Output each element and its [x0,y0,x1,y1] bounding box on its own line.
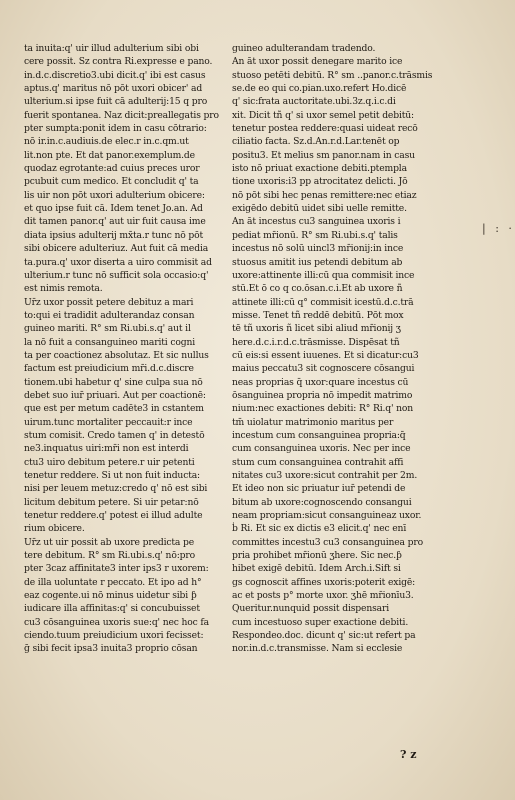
text-line: aptus.q' maritus nō pōt uxori obicer' ad [24,83,203,95]
text-line: tm̄ uiolatur matrimonio maritus per [232,416,394,428]
text-line: stuoso petēti debitū. R° sm ..panor.c.trāsmis [232,69,433,81]
text-line: ac et posts p° morte uxor. ʒhē mr̄ionīu3. [232,590,414,602]
text-line: cū eis:si essent iuuenes. Et si dicatur:cu3 [232,349,419,361]
text-line: ciendo.tuum preiudicium uxori fecisset: [24,630,204,642]
text-line: exigēdo debitū uidet sibi uelle remitte. [232,203,407,215]
text-line: diata ipsius adulterij mx̄ta.r tunc nō pōt [24,229,204,241]
text-line: attinete illi:cū q° commisit icestū.d.c.trā [232,296,414,308]
text-line: ciliatio facta. Sz.d.An.r.d.Lar.tenēt op [232,136,400,148]
signature-mark: ? z [400,748,417,761]
text-line: uxore:attinente illi:cū qua commisit ince [232,269,415,281]
text-line: gs cognoscit affines uxoris:poterit exigē: [232,576,416,588]
text-line: positu3. Et melius sm panor.nam in casu [232,149,415,161]
text-line: isto nō priuat exactione debiti.ptempla [232,163,407,175]
text-line: fuerit spontanea. Naz dicit:preallegatis pro [24,109,219,121]
text-line: pter 3caz affinitate3 inter ips3 r uxorem: [24,563,209,575]
text-line: q' sic:frata auctoritate.ubi.3z.q.i.c.di [232,96,396,108]
text-line: ōsanguinea propria nō impedit matrimo [232,389,413,401]
text-line: que est per metum cadēte3 in cstantem [24,403,204,415]
text-line: tenetur reddere.q' potest ei illud adulte [24,510,203,522]
text-line: ne3.inquatus uiri:mr̄i non est interdi [24,443,189,455]
text-line: licitum debitum petere. Si uir petar:nō [24,496,199,508]
text-line: in.d.c.discretio3.ubi dicit.q' ibi est casus [24,69,206,81]
text-line: ḃ Ri. Et sic ex dictis e3 elicit.q' nec enī [232,523,407,535]
left-text-column [24,42,229,656]
text-line: nor.in.d.c.transmisse. Nam si ecclesie [232,643,403,655]
text-line: to:qui ei tradidit adulterandaz consan [24,309,195,321]
text-line: committes incestu3 cu3 consanguinea pro [232,536,423,548]
text-line: An āt uxor possit denegare marito ice [232,56,403,68]
text-line: ḡ sibi fecit ipsa3 inuita3 proprio cōsan [24,643,198,655]
text-line: Queritur.nunquid possit dispensari [232,603,390,615]
text-line: factum est preiudicium mr̄i.d.c.discre [24,363,194,375]
text-line: pter sumpta:ponit idem in casu cōtrario: [24,123,207,135]
text-line: nitates cu3 uxore:sicut contrahit per 2m. [232,470,418,481]
text-line: pcubuit cum medico. Et concludit q' ta [24,176,199,188]
text-line: cum incestuoso super exactione debiti. [232,616,409,628]
text-line: lis uir non pōt uxori adulterium obicere: [24,189,205,201]
text-line: misse. Tenet tñ reddē debitū. Pōt mox [232,309,404,321]
right-text-column [232,42,447,656]
text-line: ulterium.r tunc nō sufficit sola occasio:q' [24,269,209,281]
text-line: lit.non pte. Et dat panor.exemplum.de [24,149,195,161]
text-line: guineo mariti. R° sm Ri.ubi.s.q' aut il [24,323,191,335]
text-line: stū.Et ō co q co.ōsan.c.i.Et ab uxore ñ [232,283,403,295]
text-line: neas proprias q̄ uxor:quare incestus cū [232,376,409,388]
text-line: Ur̄z ut uir possit ab uxore predicta pe [24,536,195,548]
text-line: tenetur reddere. Si ut non fuit inducta: [24,470,201,481]
text-line: ta per coactionez absolutaz. Et sic nullus [24,349,209,361]
text-line: incestus nō solū uincl3 mr̄ionij:in ince [232,243,404,255]
text-line: tione uxoris:i3 pp atrocitatez delicti. Jō [232,176,408,188]
text-line: tenetur postea reddere:quasi uideat recō [232,123,418,135]
text-line: dit tamen panor.q' aut uir fuit causa ime [24,216,206,228]
text-line: sibi obicere adulteriuz. Aut fuit cā media [24,243,209,255]
text-line: debet suo iur̄ priuari. Aut per coactionē: [24,389,206,401]
text-line: cum consanguinea uxoris. Nec per ince [232,443,411,455]
text-line: cu3 cōsanguinea uxoris sue:q' nec hoc fa [24,616,210,628]
text-line: et quo ipse fuit cā. Idem tenet Jo.an. Ad [24,203,203,215]
text-line: la nō fuit a consanguineo mariti cogni [24,336,196,348]
text-line: neam propriam:sicut consanguineaz uxor. [232,510,422,522]
text-line: here.d.c.i.r.d.c.trāsmisse. Dispēsat tñ [232,336,400,348]
text-line: bitum ab uxore:cognoscendo consangui [232,496,412,508]
text-line: An āt incestus cu3 sanguinea uxoris i [232,216,401,228]
text-line: ta inuita:q' uir illud adulterium sibi obi [24,43,199,54]
margin-marks: | : · [482,222,515,235]
text-line: hibet exigē debitū. Idem Arch.i.Sift si [232,563,401,575]
text-line: stum comisit. Credo tamen q' in detestō [24,429,205,441]
text-line: est nimis remota. [24,283,103,295]
text-line: maius peccatu3 sit cognoscere cōsangui [232,363,415,375]
text-line: eaz cogente.ui nō minus uidetur sibi ƥ [24,590,197,602]
text-line: stuosus amitit ius petendi debitum ab [232,256,403,268]
text-line: tere debitum. R° sm Ri.ubi.s.q' nō:pro [24,550,196,562]
text-line: Ur̄z uxor possit petere debituz a mari [24,296,194,308]
text-line: tē tñ uxoris ñ licet sibi aliud mr̄ionij ʒ [232,323,401,335]
text-line: Et ideo non sic priuatur iur̄ petendi de [232,483,406,495]
text-line: ulterium.si ipse fuit cā adulterij:15 q pro [24,96,208,108]
text-line: tionem.ubi habetur q' sine culpa sua nō [24,376,203,388]
text-line: nō pōt sibi hec penas remittere:nec etiaz [232,189,417,201]
text-line: Respondeo.doc. dicunt q' sic:ut refert pa [232,630,416,642]
text-line: xit. Dicit tñ q' si uxor semel petit debitū: [232,109,414,121]
text-line: uirum.tunc mortaliter peccauit:r ince [24,416,193,428]
text-line: nium:nec exactiones debiti: R° Ri.q' non [232,403,414,415]
text-line: pediat mr̄ionū. R° sm Ri.ubi.s.q' talis [232,229,398,241]
text-line: se.de eo qui co.pian.uxo.refert Ho.dicē [232,83,407,95]
text-line: rium obicere. [24,523,85,535]
text-line: iudicare illa affinitas:q' si concubuisset [24,603,200,615]
text-line: ta.pura.q' uxor diserta a uiro commisit ad [24,256,212,268]
text-line: nō ir.in.c.audiuis.de elec.r in.c.qm.ut [24,136,189,148]
text-line: guineo adulterandam tradendo. [232,43,376,54]
text-line: quodaz egrotante:ad cuius preces uror [24,163,200,175]
text-line: nisi per leuem metuz:credo q' nō est sibi [24,483,208,495]
text-line: cere possit. Sz contra Ri.expresse e pano. [24,56,213,68]
text-line: de illa uoluntate r peccato. Et ipo ad h° [24,576,202,588]
text-line: pria prohibet mr̄ionū ʒhere. Sic nec.ƥ [232,550,402,562]
text-line: ctu3 uiro debitum petere.r uir petenti [24,456,195,468]
text-line: incestum cum consanguinea propria:q̄ [232,429,406,441]
text-line: stum cum consanguinea contrahit affi [232,456,404,468]
